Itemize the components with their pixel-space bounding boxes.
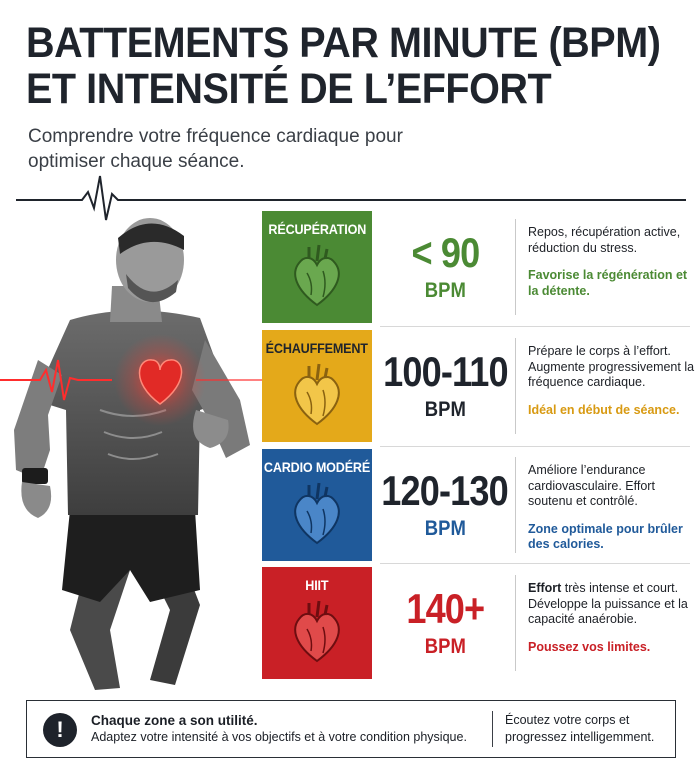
zone-tile-hiit	[262, 567, 372, 679]
zone-tile-recuperation	[262, 211, 372, 323]
zone-name: HIIT	[305, 577, 329, 593]
alert-icon: !	[43, 713, 77, 747]
bpm-value: 100-110	[382, 348, 508, 395]
zone-description	[528, 581, 696, 655]
zone-desc-text: Prépare le corps à l’effort. Augmente progressivement la fréquence cardiaque.	[528, 344, 695, 389]
zone-desc-text: très intense et court. Développe la puissance et la capacité anaérobie.	[528, 581, 688, 626]
zone-tile-echauffement	[262, 330, 372, 442]
zone-separator	[380, 563, 690, 564]
bpm-unit: BPM	[424, 279, 466, 302]
bpm-value: < 90	[411, 229, 479, 276]
zone-tip: Poussez vos limites.	[528, 639, 651, 654]
zone-tip: Zone optimale pour brûler des calories.	[528, 521, 683, 551]
runner-illustration	[0, 210, 265, 700]
zone-separator	[380, 446, 690, 447]
title-line-1: BATTEMENTS PAR MINUTE (BPM)	[26, 19, 661, 67]
zone-name: ÉCHAUFFEMENT	[265, 340, 369, 356]
zone-row-recuperation	[262, 211, 692, 323]
heart-icon	[287, 599, 347, 665]
zone-desc-text: Améliore l’endurance cardiovasculaire. Effort soutenu et contrôlé.	[528, 463, 655, 508]
zone-divider	[515, 219, 516, 315]
bpm-block	[380, 330, 510, 442]
zone-row-cardio	[262, 449, 692, 561]
bpm-block	[380, 449, 510, 561]
bpm-block	[380, 211, 510, 323]
footer-side-text: Écoutez votre corps et progressez intelligemment.	[505, 713, 655, 744]
bpm-unit: BPM	[424, 398, 466, 421]
zone-row-hiit	[262, 567, 692, 679]
footer-text: Adaptez votre intensité à vos objectifs et à votre condition physique.	[91, 730, 467, 744]
footer-main	[91, 712, 501, 746]
bpm-value: 140+	[406, 585, 484, 632]
title-line-2: ET INTENSITÉ DE L’EFFORT	[26, 65, 552, 113]
zone-description	[528, 344, 696, 418]
page-title	[26, 19, 661, 113]
zone-divider	[515, 575, 516, 671]
zone-description	[528, 463, 696, 553]
footer-divider	[492, 711, 493, 747]
bpm-value: 120-130	[381, 467, 509, 514]
heart-icon	[287, 481, 347, 547]
zone-divider	[515, 338, 516, 434]
zone-name: CARDIO MODÉRÉ	[263, 459, 371, 475]
footer-title: Chaque zone a son utilité.	[91, 713, 258, 728]
heart-icon	[287, 362, 347, 428]
zone-desc-text: Repos, récupération active, réduction du stress.	[528, 225, 681, 255]
zone-desc-bold: Effort	[528, 581, 562, 595]
zone-description	[528, 225, 696, 299]
heart-icon	[287, 243, 347, 309]
zone-tip: Favorise la régénération et la détente.	[528, 268, 688, 298]
bpm-unit: BPM	[424, 635, 466, 658]
footer-callout	[26, 700, 676, 758]
bpm-block	[380, 567, 510, 679]
zone-separator	[380, 326, 690, 327]
page-subtitle: Comprendre votre fréquence cardiaque pour optimiser chaque séance.	[28, 126, 403, 172]
bpm-unit: BPM	[424, 517, 466, 540]
zone-divider	[515, 457, 516, 553]
zone-name: RÉCUPÉRATION	[268, 221, 366, 237]
zone-row-echauffement	[262, 330, 695, 442]
zone-tip: Idéal en début de séance.	[528, 402, 680, 417]
zone-tile-cardio	[262, 449, 372, 561]
